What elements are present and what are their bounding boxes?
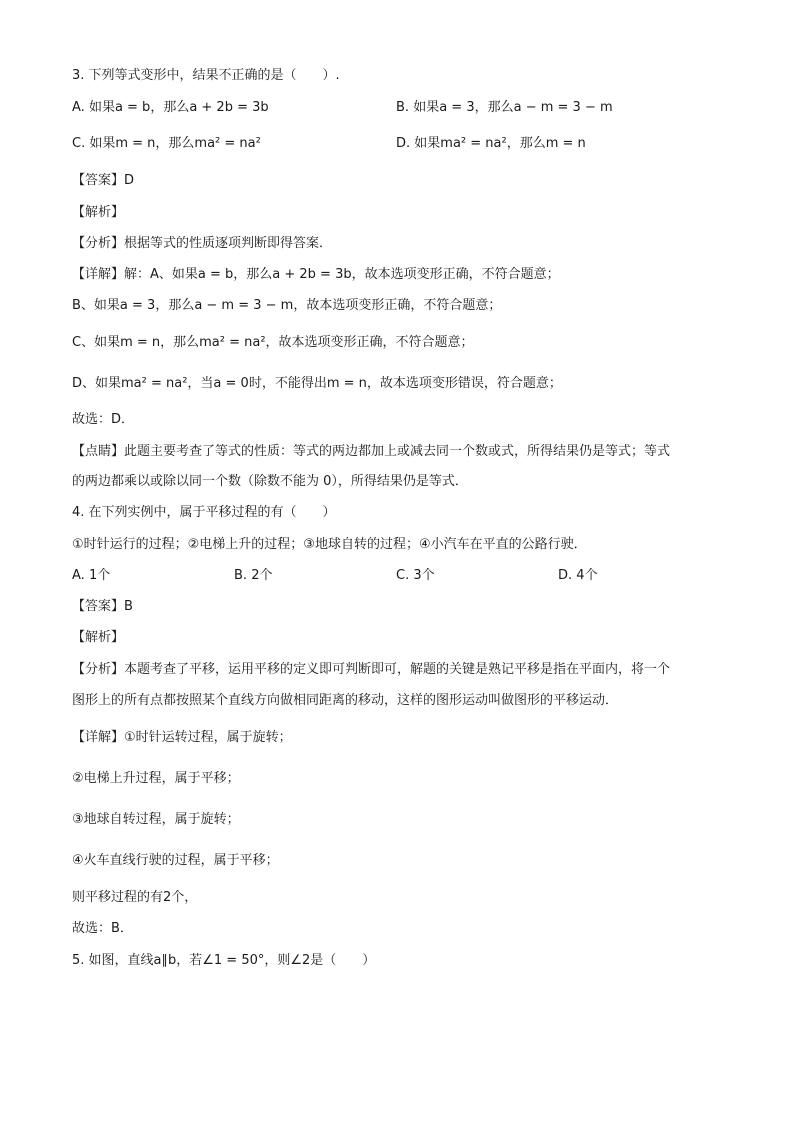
q4-fenxi-line: 【分析】本题考查了平移，运用平移的定义即可判断即可，解题的关键是熟记平移是指在平面内，将一个 <box>72 662 671 677</box>
q3-option-c <box>72 134 261 154</box>
q3-stem: 3. 下列等式变形中，结果不正确的是（ ）. <box>72 68 340 83</box>
q3-detail-line: C、如果m = n，那么ma² = na²，故本选项变形正确，不符合题意； <box>72 335 474 350</box>
q4-option-d <box>558 566 598 586</box>
q3-dianjing-line: 的两边都乘以或除以同一个数（除数不能为 0），所得结果仍是等式． <box>72 474 468 489</box>
q4-detail-line: ③地球自转过程，属于旋转； <box>72 812 240 827</box>
option-label: B. <box>396 100 410 115</box>
q3-option-b <box>396 98 613 118</box>
option-label: A. <box>72 100 85 115</box>
option-label: C. <box>72 136 86 151</box>
option-text: 如果a = b，那么a + 2b = 3b <box>88 100 269 115</box>
option-label: D. <box>396 136 411 151</box>
q4-option-a <box>72 566 110 586</box>
q4-detail-line: 【详解】①时针运转过程，属于旋转； <box>72 730 292 745</box>
option-text: 4个 <box>576 568 598 583</box>
q4-analysis-header: 【解析】 <box>72 630 125 645</box>
q4-answer: 【答案】B <box>72 599 133 614</box>
q3-answer: 【答案】D <box>72 173 135 188</box>
q4-stem: 4. 在下列实例中，属于平移过程的有（ ） <box>72 505 336 520</box>
option-label: A. <box>72 568 85 583</box>
q4-option-c <box>396 566 435 586</box>
q4-items: ①时针运行的过程；②电梯上升的过程；③地球自转的过程；④小汽车在平直的公路行驶． <box>72 537 587 552</box>
option-text: 2个 <box>251 568 273 583</box>
option-text: 如果a = 3，那么a − m = 3 − m <box>413 100 613 115</box>
q4-fenxi-line: 图形上的所有点都按照某个直线方向做相同距离的移动，这样的图形运动叫做图形的平移运动． <box>72 693 619 708</box>
q3-fenxi: 【分析】根据等式的性质逐项判断即得答案． <box>72 236 333 251</box>
option-text: 如果ma² = na²，那么m = n <box>414 136 586 151</box>
q3-option-d <box>396 134 586 154</box>
option-label: B. <box>234 568 248 583</box>
q4-detail-line: ②电梯上升过程，属于平移； <box>72 771 240 786</box>
q4-option-b <box>234 566 272 586</box>
q4-choice: 故选：B． <box>72 921 133 936</box>
option-label: D. <box>558 568 573 583</box>
q3-detail-line: D、如果ma² = na²，当a = 0时，不能得出m = n，故本选项变形错误，符合题意； <box>72 376 562 391</box>
option-text: 1个 <box>88 568 111 583</box>
option-text: 如果m = n，那么ma² = na² <box>89 136 261 151</box>
q4-detail-line: ④火车直线行驶的过程，属于平移； <box>72 853 279 868</box>
q5-stem: 5. 如图，直线a∥b，若∠1 = 50°，则∠2是（ ） <box>72 953 376 968</box>
q3-dianjing-line: 【点睛】此题主要考查了等式的性质：等式的两边都加上或减去同一个数或式，所得结果仍是等式；等式 <box>72 444 671 459</box>
q3-option-a <box>72 98 269 118</box>
q3-choice: 故选：D． <box>72 412 135 427</box>
q3-detail-line: B、如果a = 3，那么a − m = 3 − m，故本选项变形正确，不符合题意； <box>72 298 502 313</box>
option-label: C. <box>396 568 410 583</box>
q4-detail-line: 则平移过程的有2个， <box>72 890 198 905</box>
option-text: 3个 <box>413 568 435 583</box>
q3-analysis-header: 【解析】 <box>72 205 125 220</box>
q3-detail-line: 【详解】解：A、如果a = b，那么a + 2b = 3b，故本选项变形正确，不符合题意； <box>72 267 560 282</box>
